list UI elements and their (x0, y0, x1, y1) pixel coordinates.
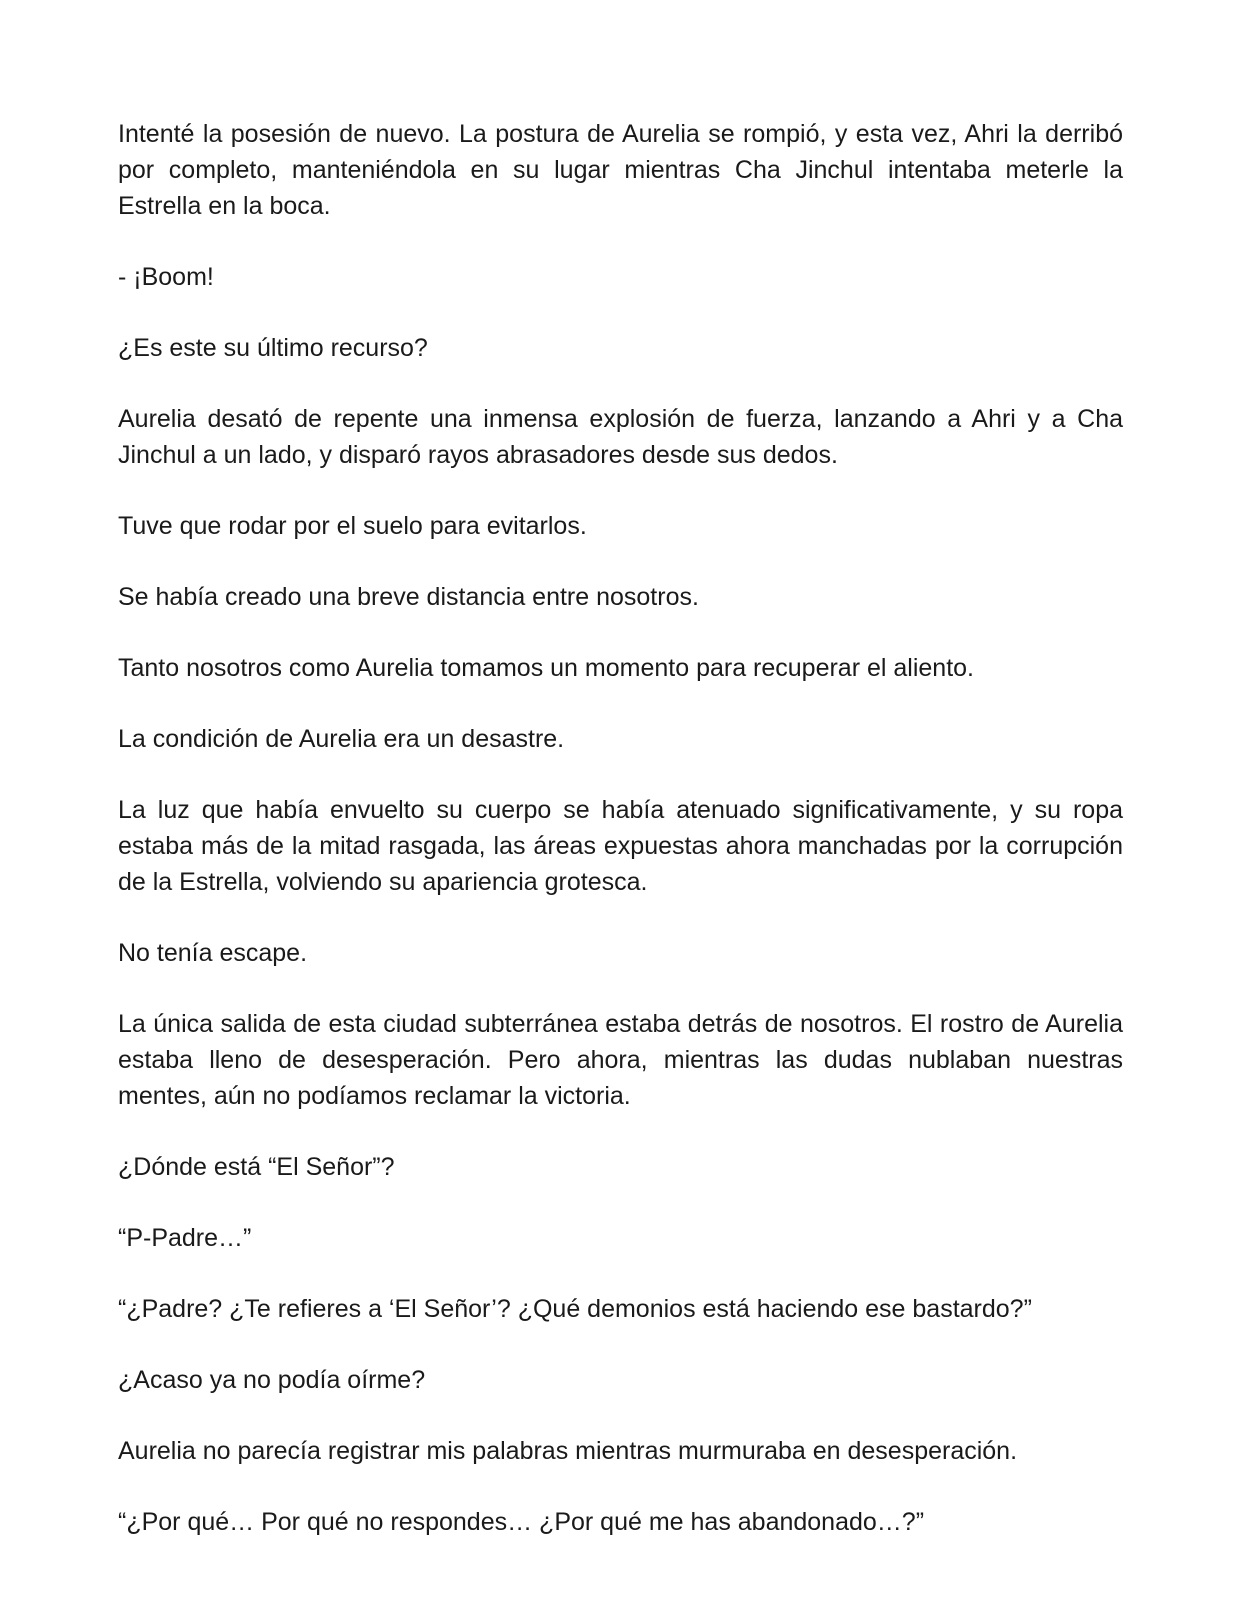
paragraph-16: Aurelia no parecía registrar mis palabras mientras murmuraba en desesperación. (118, 1437, 1018, 1465)
paragraph-5: Tuve que rodar por el suelo para evitarlos. (118, 512, 587, 540)
paragraph-12: ¿Dónde está “El Señor”? (118, 1153, 395, 1181)
paragraph-15: ¿Acaso ya no podía oírme? (118, 1366, 426, 1394)
paragraph-8: La condición de Aurelia era un desastre. (118, 725, 565, 753)
paragraph-3: ¿Es este su último recurso? (118, 334, 428, 362)
paragraph-9: La luz que había envuelto su cuerpo se había atenuado significativamente, y su ropa estaba más de la mitad rasgada, las áreas expuestas ahora manchadas por la corrupción de la Estrella, volviendo su apariencia grotesca. (118, 796, 1123, 896)
document-body (118, 116, 1123, 1575)
paragraph-11: La única salida de esta ciudad subterránea estaba detrás de nosotros. El rostro de Aurelia estaba lleno de desesperación. Pero ahora, mientras las dudas nublaban nuestras mentes, aún no podíamos reclamar la victoria. (118, 1010, 1123, 1110)
paragraph-2: - ¡Boom! (118, 263, 214, 291)
paragraph-1: Intenté la posesión de nuevo. La postura de Aurelia se rompió, y esta vez, Ahri la derribó por completo, manteniéndola en su lugar mientras Cha Jinchul intentaba meterle la Estrella en la boca. (118, 120, 1123, 220)
paragraph-7: Tanto nosotros como Aurelia tomamos un momento para recuperar el aliento. (118, 654, 975, 682)
paragraph-4: Aurelia desató de repente una inmensa explosión de fuerza, lanzando a Ahri y a Cha Jinchul a un lado, y disparó rayos abrasadores desde sus dedos. (118, 405, 1123, 469)
paragraph-6: Se había creado una breve distancia entre nosotros. (118, 583, 699, 611)
paragraph-17: “¿Por qué… Por qué no respondes… ¿Por qué me has abandonado…?” (118, 1508, 925, 1536)
paragraph-10: No tenía escape. (118, 939, 308, 967)
paragraph-14: “¿Padre? ¿Te refieres a ‘El Señor’? ¿Qué demonios está haciendo ese bastardo?” (118, 1295, 1032, 1323)
paragraph-13: “P-Padre…” (118, 1224, 252, 1252)
